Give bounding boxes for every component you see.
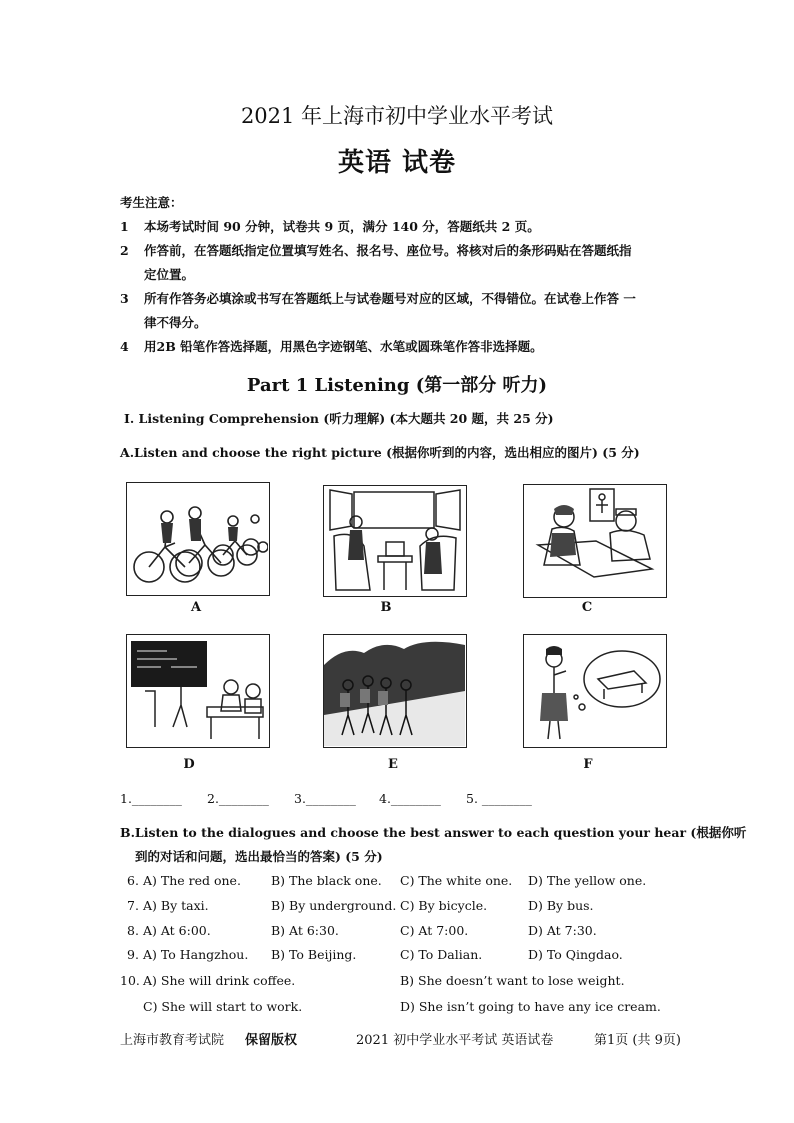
question-number: 7.: [127, 898, 139, 913]
notice-text-cont: 律不得分。: [144, 315, 207, 330]
girl-dreaming-piano-illustration: [523, 634, 667, 748]
section-b-title: B.Listen to the dialogues and choose the best answer to each question your hear (根据你听: [120, 825, 747, 840]
notice-number: 2: [120, 243, 129, 258]
option-c[interactable]: C) At 7:00.: [400, 923, 469, 938]
notice-number: 1: [120, 219, 129, 234]
picture-label-c: C: [581, 600, 593, 615]
option-d[interactable]: D) By bus.: [528, 898, 594, 913]
section-a-title: A.Listen and choose the right picture (根据你听到的内容，选出相应的图片) (5 分): [120, 445, 640, 460]
option-a[interactable]: A) By taxi.: [143, 898, 209, 913]
part-title: Part 1 Listening (第一部分 听力): [246, 375, 548, 396]
option-b[interactable]: B) She doesn’t want to lose weight.: [400, 973, 625, 988]
picture-label-f: F: [583, 757, 593, 772]
picture-label-e: E: [388, 757, 398, 772]
option-d[interactable]: D) To Qingdao.: [528, 947, 623, 962]
cyclists-icon: [127, 483, 268, 594]
picture-label-d: D: [183, 757, 195, 772]
option-a[interactable]: A) The red one.: [143, 873, 241, 888]
option-b[interactable]: B) The black one.: [271, 873, 382, 888]
answer-blank-4[interactable]: 4.________: [379, 791, 441, 806]
answer-blank-1[interactable]: 1.________: [120, 791, 182, 806]
option-b[interactable]: B) At 6:30.: [271, 923, 339, 938]
footer-rights: 保留版权: [245, 1033, 298, 1048]
train-passengers-icon: [324, 486, 465, 595]
classroom-teacher-icon: [127, 635, 268, 746]
option-a[interactable]: A) To Hangzhou.: [143, 947, 249, 962]
answer-blank-3[interactable]: 3.________: [294, 791, 356, 806]
exam-title: 2021 年上海市初中学业水平考试: [240, 104, 554, 128]
option-c[interactable]: C) To Dalian.: [400, 947, 483, 962]
footer-org: 上海市教育考试院: [120, 1033, 225, 1048]
picture-label-a: A: [190, 600, 202, 615]
footer-page: 第1页 (共 9页): [594, 1033, 681, 1048]
option-d[interactable]: D) At 7:30.: [528, 923, 597, 938]
option-a[interactable]: A) She will drink coffee.: [143, 973, 296, 988]
section-b-title-cont: 到的对话和问题，选出最恰当的答案) (5 分): [135, 849, 383, 864]
option-a[interactable]: A) At 6:00.: [143, 923, 211, 938]
picture-label-b: B: [380, 600, 392, 615]
notice-text-cont: 定位置。: [144, 267, 195, 282]
notice-item-4: [120, 337, 543, 355]
question-number: 9.: [127, 947, 139, 962]
notice-item-2: [120, 241, 632, 259]
cyclists-illustration: [126, 482, 270, 596]
notice-number: 4: [120, 339, 129, 354]
option-c[interactable]: C) She will start to work.: [143, 999, 303, 1014]
notice-heading: 考生注意：: [120, 195, 183, 210]
girl-dreaming-piano-icon: [524, 635, 665, 746]
notice-text: 用2B 铅笔作答选择题，用黑色字迹钢笔、水笔或圆珠笔作答非选择题。: [144, 339, 543, 354]
exam-subtitle: 英语 试卷: [337, 148, 457, 178]
option-d[interactable]: D) She isn’t going to have any ice cream.: [400, 999, 661, 1014]
notice-item-3: [120, 289, 636, 307]
option-b[interactable]: B) To Beijing.: [271, 947, 357, 962]
train-passengers-illustration: [323, 485, 467, 597]
classroom-teacher-illustration: [126, 634, 270, 748]
question-number: 8.: [127, 923, 139, 938]
option-b[interactable]: B) By underground.: [271, 898, 397, 913]
section-title: I. Listening Comprehension (听力理解) (本大题共 20 题，共 25 分): [124, 411, 554, 426]
notice-text: 作答前，在答题纸指定位置填写姓名、报名号、座位号。将核对后的条形码贴在答题纸指: [144, 243, 632, 258]
hikers-mountain-icon: [324, 635, 465, 746]
notice-item-1: [120, 217, 540, 235]
notice-text: 本场考试时间 90 分钟，试卷共 9 页，满分 140 分，答题纸共 2 页。: [144, 219, 540, 234]
answer-blank-5[interactable]: 5. ________: [466, 791, 532, 806]
answer-blank-2[interactable]: 2.________: [207, 791, 269, 806]
doctor-patient-illustration: [523, 484, 667, 598]
doctor-patient-icon: [524, 485, 665, 596]
footer-exam: 2021 初中学业水平考试 英语试卷: [356, 1033, 554, 1048]
option-d[interactable]: D) The yellow one.: [528, 873, 647, 888]
option-c[interactable]: C) By bicycle.: [400, 898, 488, 913]
question-number: 6.: [127, 873, 139, 888]
notice-text: 所有作答务必填涂或书写在答题纸上与试卷题号对应的区域，不得错位。在试卷上作答 一: [144, 291, 636, 306]
notice-number: 3: [120, 291, 129, 306]
hikers-mountain-illustration: [323, 634, 467, 748]
question-number: 10.: [120, 973, 140, 988]
option-c[interactable]: C) The white one.: [400, 873, 513, 888]
